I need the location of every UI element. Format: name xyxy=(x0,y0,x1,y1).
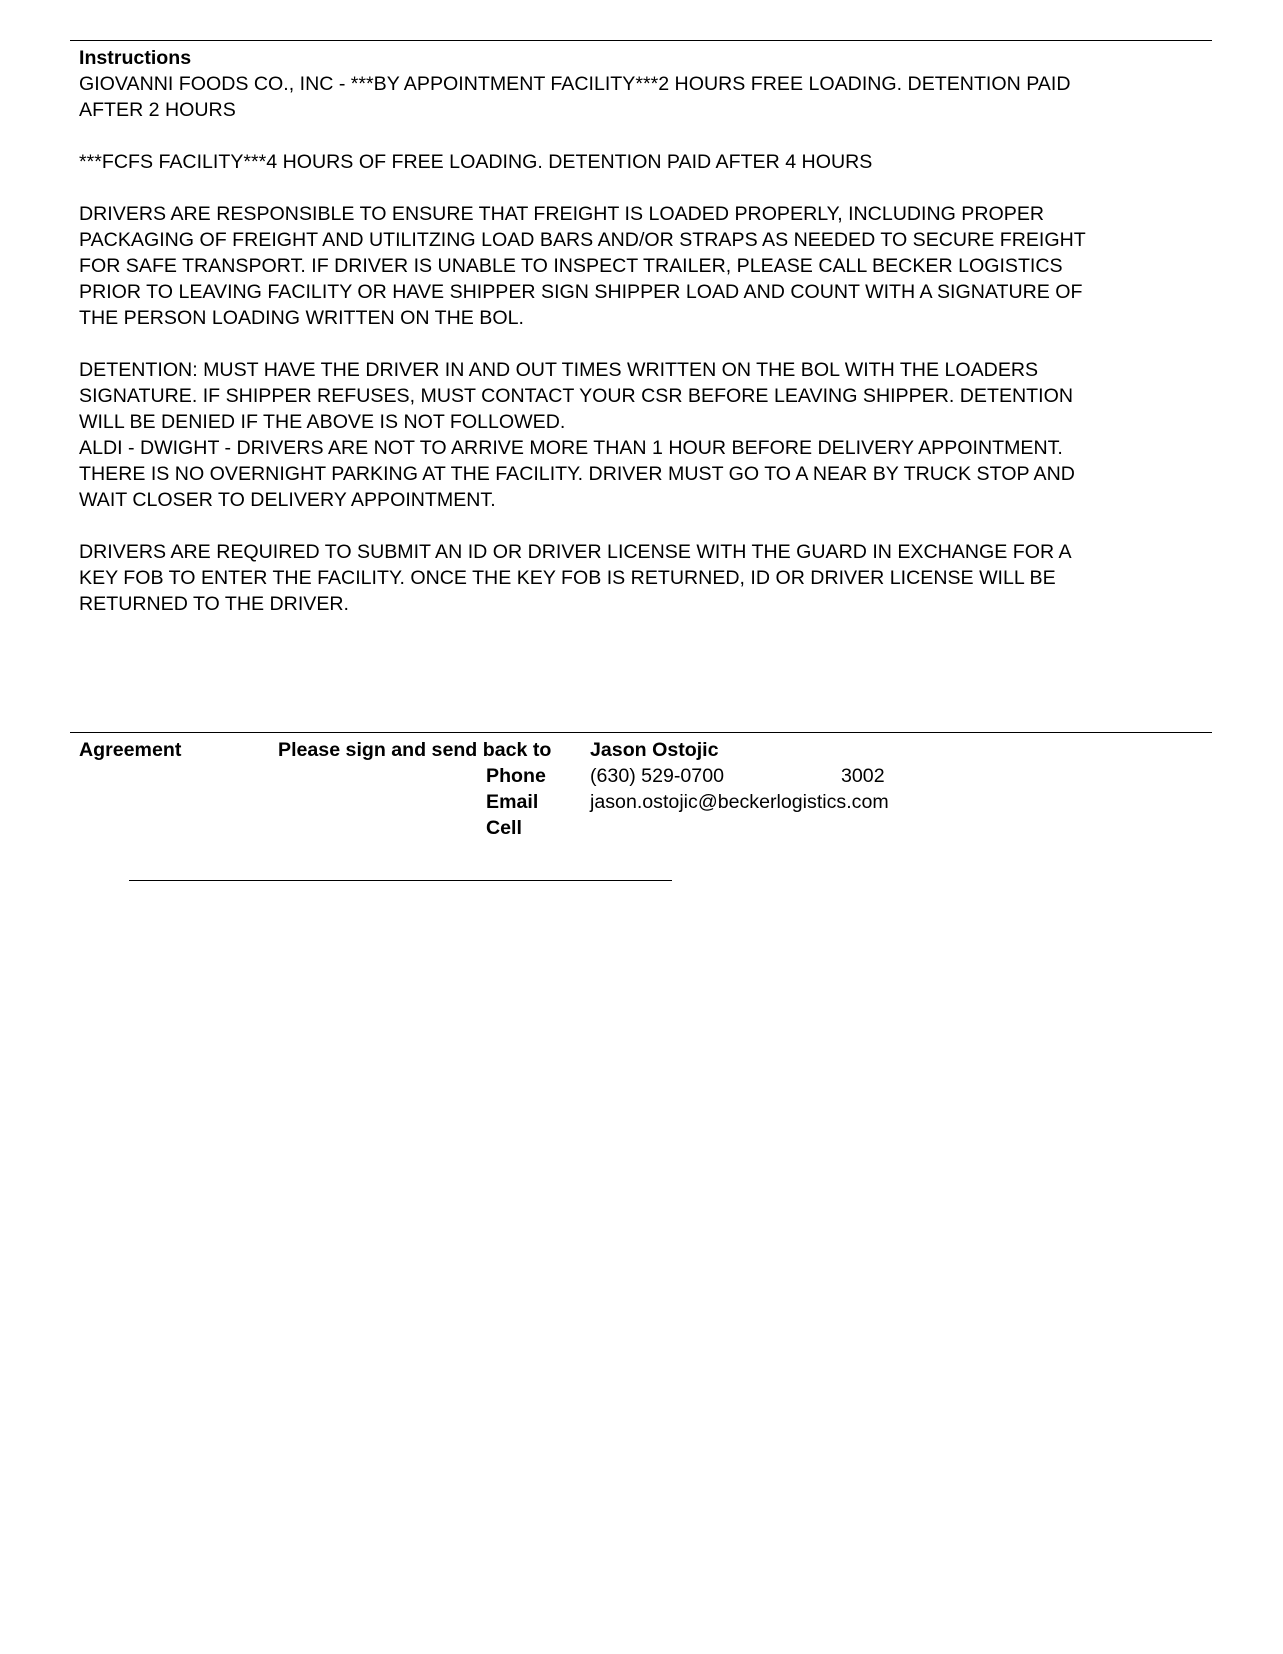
instructions-paragraph-fcfs: ***FCFS FACILITY***4 HOURS OF FREE LOADING. DETENTION PAID AFTER 4 HOURS xyxy=(79,151,873,173)
instructions-heading: Instructions xyxy=(79,47,192,69)
phone-value: (630) 529-0700 xyxy=(590,765,724,787)
phone-extension: 3002 xyxy=(841,765,885,787)
phone-label: Phone xyxy=(486,765,546,787)
contact-name: Jason Ostojic xyxy=(590,739,719,761)
agreement-heading: Agreement xyxy=(79,739,182,761)
instructions-paragraph-detention: DETENTION: MUST HAVE THE DRIVER IN AND OUT TIMES WRITTEN ON THE BOL WITH THE LOADERS SIGNATURE. IF SHIPPER REFUSES, MUST CONTACT YOUR CSR BEFORE LEAVING SHIPPER. DETENTION WILL BE DENIED IF THE ABOVE IS NOT FOLLOWED. ALDI - DWIGHT - DRIVERS ARE NOT TO ARRIVE MORE THAN 1 HOUR BEFORE DELIVERY APPOINTMENT. THERE IS NO OVERNIGHT PARKING AT THE FACILITY. DRIVER MUST GO TO A NEAR BY TRUCK STOP AND WAIT CLOSER TO DELIVERY APPOINTMENT. xyxy=(79,359,1075,511)
instructions-section xyxy=(79,45,1209,617)
sign-prompt: Please sign and send back to xyxy=(278,739,552,761)
signature-line xyxy=(129,880,672,881)
instructions-paragraph-loading: DRIVERS ARE RESPONSIBLE TO ENSURE THAT FREIGHT IS LOADED PROPERLY, INCLUDING PROPER PACKAGING OF FREIGHT AND UTILITZING LOAD BARS AND/OR STRAPS AS NEEDED TO SECURE FREIGHT FOR SAFE TRANSPORT. IF DRIVER IS UNABLE TO INSPECT TRAILER, PLEASE CALL BECKER LOGISTICS PRIOR TO LEAVING FACILITY OR HAVE SHIPPER SIGN SHIPPER LOAD AND COUNT WITH A SIGNATURE OF THE PERSON LOADING WRITTEN ON THE BOL. xyxy=(79,203,1086,329)
top-divider xyxy=(70,40,1212,41)
email-label: Email xyxy=(486,791,539,813)
instructions-paragraph-id: DRIVERS ARE REQUIRED TO SUBMIT AN ID OR DRIVER LICENSE WITH THE GUARD IN EXCHANGE FOR A KEY FOB TO ENTER THE FACILITY. ONCE THE KEY FOB IS RETURNED, ID OR DRIVER LICENSE WILL BE RETURNED TO THE DRIVER. xyxy=(79,541,1072,615)
instructions-paragraph-appointment: GIOVANNI FOODS CO., INC - ***BY APPOINTMENT FACILITY***2 HOURS FREE LOADING. DETENTION PAID AFTER 2 HOURS xyxy=(79,73,1071,121)
email-value: jason.ostojic@beckerlogistics.com xyxy=(590,791,889,813)
cell-label: Cell xyxy=(486,817,522,839)
agreement-divider xyxy=(70,732,1212,733)
